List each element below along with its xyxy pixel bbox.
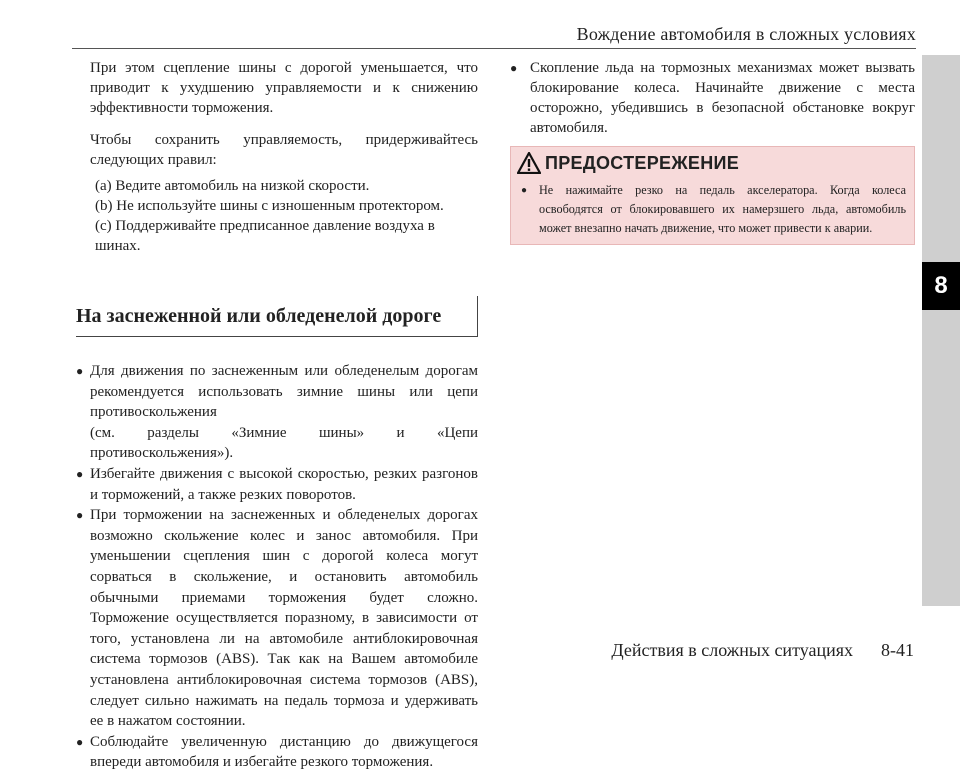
chapter-sidebar [922,55,960,606]
header-rule [72,48,916,49]
bullet-item: ● Соблюдайте увеличенную дистанцию до движущегося впереди автомобиля и избегайте резкого торможения. [76,732,478,773]
page-header-title: Вождение автомобиля в сложных условиях [576,24,916,44]
rule-item: (c) Поддерживайте предписанное давление воздуха в шинах. [95,218,435,254]
bullet-item: ● Избегайте движения с высокой скоростью, резких разгонов и торможений, а также резких поворотов. [76,464,478,505]
section-heading: На заснеженной или обледенелой дороге [76,296,478,337]
rule-item: (b) Не используйте шины с изношенным протектором. [95,198,444,214]
warning-title: ПРЕДОСТЕРЕЖЕНИЕ [545,153,740,173]
rule-item: (a) Ведите автомобиль на низкой скорости. [95,178,370,194]
intro-paragraph: При этом сцепление шины с дорогой уменьшается, что приводит к ухудшению управляемости и к снижению эффективности торможения. [90,60,478,116]
page-footer [611,640,914,661]
rules-list [81,176,478,256]
chapter-tab[interactable]: 8 [922,262,960,310]
bullet-list [76,361,478,773]
right-bullet-list [510,58,915,138]
footer-section: Действия в сложных ситуациях [611,640,853,660]
bullet-item: ● При торможении на заснеженных и обледенелых дорогах возможно скольжение колес и занос автомобиля. При уменьшении сцепления шин с дорогой колеса могут сорваться в скольжение, и остановить автомобиль обычными приемами торможения будет сложно. Торможение осуществляется поразному, в зависимости от того, установлена ли на автомобиле антиблокировочная система тормозов (ABS). Так как на Вашем автомобиле установлена антиблокировочная система тормозов (ABS), следует сильно нажимать на педаль тормоза и удерживать ее в нажатом состоянии. [76,505,478,732]
warning-triangle-icon [517,152,541,174]
bullet-reference: (см. разделы «Зимние шины» и «Цепи противоскольжения»). [90,424,478,462]
rules-intro: Чтобы сохранить управляемость, придерживайтесь следующих правил: [90,132,478,168]
bullet-text: Для движения по заснеженным или обледенелым дорогам рекомендуется использовать зимние шины или цепи противоскольжения [90,363,478,421]
warning-header [511,147,914,179]
warning-body [511,179,914,244]
warning-box [510,146,915,245]
bullet-item: ● Скопление льда на тормозных механизмах может вызвать блокирование колеса. Начинайте движение с места осторожно, убедившись в безопасной обстановке вокруг автомобиля. [510,58,915,138]
warning-text: ● Не нажимайте резко на педаль акселератора. Когда колеса освободятся от блокировавшего их намерзшего льда, автомобиль может внезапно начать движение, что может привести к аварии. [521,181,906,238]
left-column [76,58,478,773]
bullet-item [76,361,478,464]
right-column [510,58,915,245]
page-number: 8-41 [881,640,914,660]
